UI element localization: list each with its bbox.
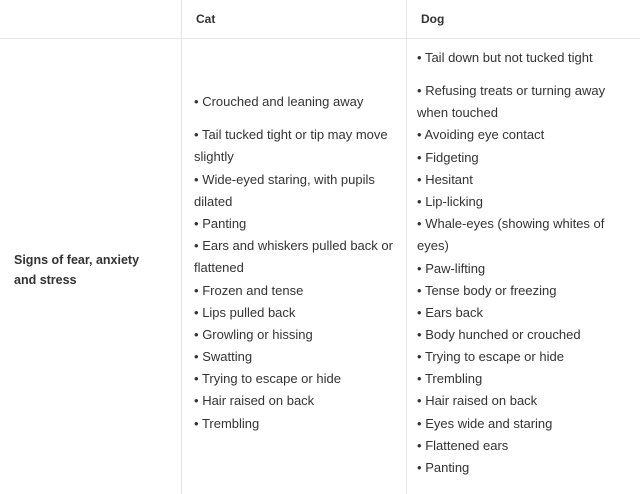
header-cat: Cat xyxy=(196,12,216,26)
list-item: • Frozen and tense xyxy=(194,283,304,298)
list-item: • Ears and whiskers pulled back or flattened xyxy=(194,238,393,275)
list-item: • Hair raised on back xyxy=(194,393,315,408)
list-item: • Crouched and leaning away xyxy=(194,94,364,109)
list-item: • Trembling xyxy=(194,416,260,431)
list-item: • Panting xyxy=(194,216,247,231)
list-item: • Tense body or freezing xyxy=(417,283,557,298)
list-item: • Fidgeting xyxy=(417,150,479,165)
list-item: • Tail down but not tucked tight xyxy=(417,50,593,65)
list-item: • Trembling xyxy=(417,371,483,386)
column-divider-1 xyxy=(181,0,182,494)
row-label: Signs of fear, anxiety and stress xyxy=(14,253,140,287)
header-dog: Dog xyxy=(421,12,445,26)
list-item: • Lips pulled back xyxy=(194,305,296,320)
list-item: • Hesitant xyxy=(417,172,473,187)
list-item: • Trying to escape or hide xyxy=(417,349,564,364)
list-item: • Trying to escape or hide xyxy=(194,371,341,386)
list-item: • Refusing treats or turning away when touched xyxy=(417,83,606,120)
header-divider xyxy=(0,38,640,39)
column-divider-2 xyxy=(406,0,407,494)
list-item: • Paw-lifting xyxy=(417,261,486,276)
list-item: • Wide-eyed staring, with pupils dilated xyxy=(194,172,375,209)
list-item: • Panting xyxy=(417,460,470,475)
list-item: • Swatting xyxy=(194,349,253,364)
list-item: • Avoiding eye contact xyxy=(417,127,545,142)
list-item: • Whale-eyes (showing whites of eyes) xyxy=(417,216,605,253)
list-item: • Body hunched or crouched xyxy=(417,327,581,342)
list-item: • Hair raised on back xyxy=(417,393,538,408)
list-item: • Tail tucked tight or tip may move slightly xyxy=(194,127,388,164)
list-item: • Flattened ears xyxy=(417,438,509,453)
list-item: • Growling or hissing xyxy=(194,327,313,342)
list-item: • Eyes wide and staring xyxy=(417,416,553,431)
list-item: • Ears back xyxy=(417,305,483,320)
list-item: • Lip-licking xyxy=(417,194,483,209)
